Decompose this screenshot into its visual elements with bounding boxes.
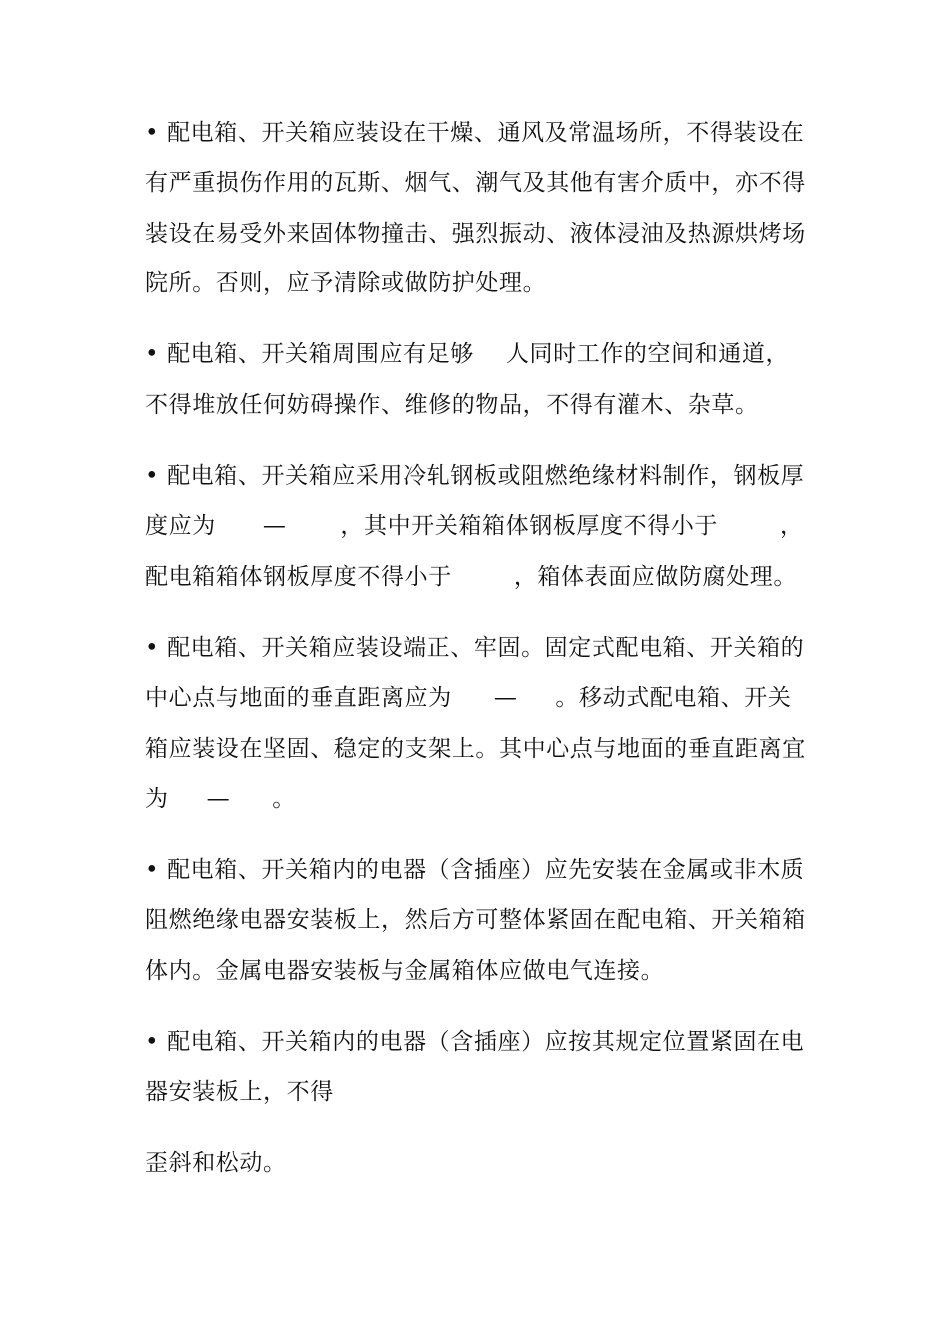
text-segment: ，箱体表面应做防腐处理。 xyxy=(513,564,798,590)
paragraph-4-line-2 xyxy=(145,683,810,713)
text-segment: 。 xyxy=(272,786,296,812)
paragraph-4-line-4 xyxy=(145,784,810,814)
text-segment: ，其中开关箱箱体钢板厚度不得小于 xyxy=(340,513,719,539)
paragraph-5-line-2: 阻燃绝缘电器安装板上，然后方可整体紧固在配电箱、开关箱箱 xyxy=(145,907,806,933)
paragraph-2-line-2: 不得堆放任何妨碍操作、维修的物品，不得有灌木、杂草。 xyxy=(145,392,759,418)
paragraph-1-line-2: 有严重损伤作用的瓦斯、烟气、潮气及其他有害介质中，亦不得 xyxy=(145,170,806,196)
range-dash: — xyxy=(262,513,287,539)
range-dash: — xyxy=(493,685,518,711)
text-segment: 。移动式配电箱、开关 xyxy=(555,685,792,711)
text-segment: 度应为 xyxy=(145,513,216,539)
paragraph-3-line-3 xyxy=(145,562,810,592)
paragraph-5-line-3: 体内。金属电器安装板与金属箱体应做电气连接。 xyxy=(145,958,665,984)
paragraph-1-line-4: 院所。否则，应予清除或做防护处理。 xyxy=(145,270,547,296)
paragraph-1-line-3: 装设在易受外来固体物撞击、强烈振动、液体浸油及热源烘烤场 xyxy=(145,221,806,247)
paragraph-6-line-2: 器安装板上，不得 xyxy=(145,1079,334,1105)
paragraph-4-line-1: • 配电箱、开关箱应装设端正、牢固。固定式配电箱、开关箱的 xyxy=(145,635,805,661)
paragraph-4-line-3: 箱应装设在坚固、稳定的支架上。其中心点与地面的垂直距离宜 xyxy=(145,736,806,762)
paragraph-3-line-1: • 配电箱、开关箱应采用冷轧钢板或阻燃绝缘材料制作，钢板厚 xyxy=(145,463,805,489)
paragraph-6-line-1: • 配电箱、开关箱内的电器（含插座）应按其规定位置紧固在电 xyxy=(145,1029,805,1055)
text-segment: 为 xyxy=(145,786,169,812)
paragraph-7-line-1: 歪斜和松动。 xyxy=(145,1150,287,1176)
text-segment: ， xyxy=(780,513,804,539)
text-segment: • 配电箱、开关箱周围应有足够 xyxy=(145,341,474,367)
paragraph-5-line-1: • 配电箱、开关箱内的电器（含插座）应先安装在金属或非木质 xyxy=(145,857,805,883)
paragraph-2-line-1 xyxy=(145,339,810,369)
text-segment: 人同时工作的空间和通道， xyxy=(505,341,790,367)
range-dash: — xyxy=(206,786,231,812)
text-segment: 配电箱箱体钢板厚度不得小于 xyxy=(145,564,452,590)
paragraph-1-line-1: • 配电箱、开关箱应装设在干燥、通风及常温场所，不得装设在 xyxy=(145,120,805,146)
paragraph-3-line-2 xyxy=(145,511,810,541)
text-segment: 中心点与地面的垂直距离应为 xyxy=(145,685,452,711)
